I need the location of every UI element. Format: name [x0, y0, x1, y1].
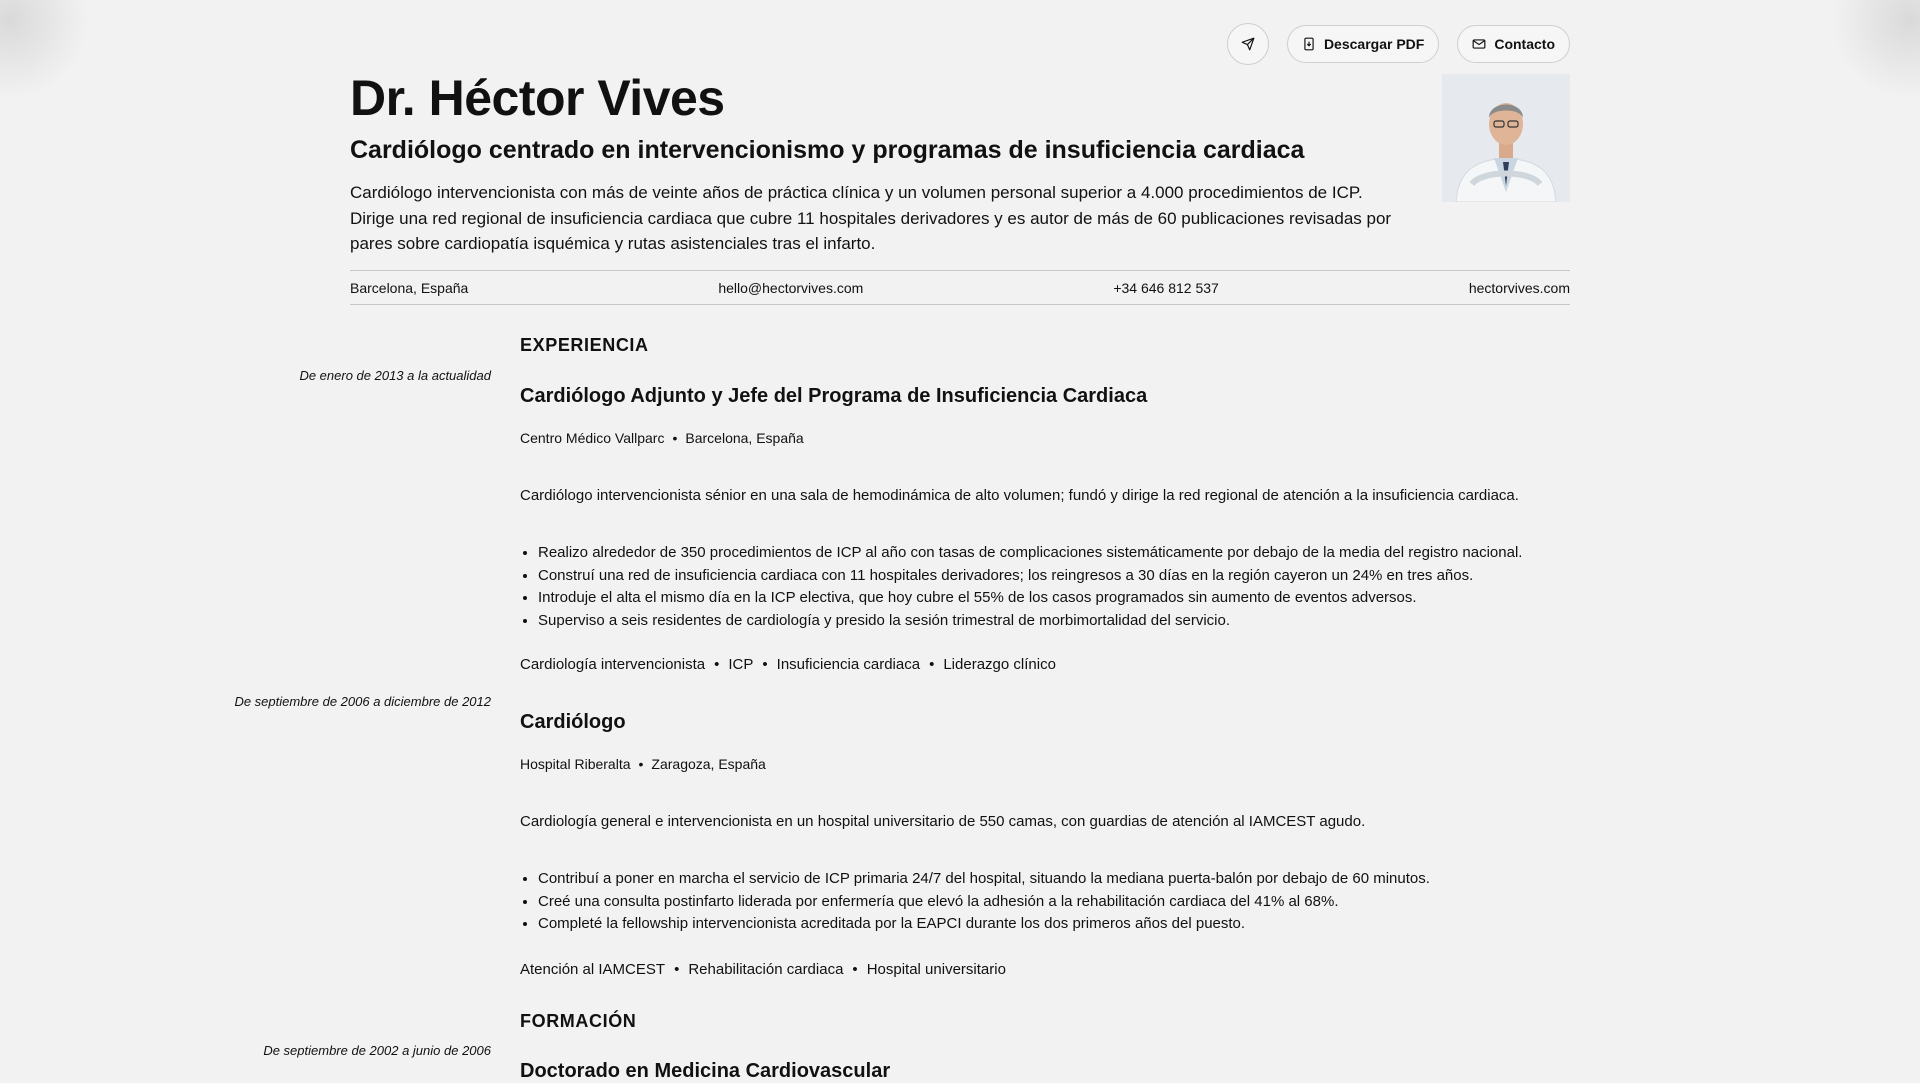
tag: Insuficiencia cardiaca: [776, 656, 921, 673]
experience-date: De enero de 2013 a la actualidad: [299, 368, 491, 383]
education-heading: FORMACIÓN: [520, 1011, 637, 1031]
experience-date: De septiembre de 2006 a diciembre de 2012: [234, 694, 491, 709]
tag: Hospital universitario: [866, 961, 1006, 978]
list-item: • Creé una consulta postinfarto liderada por enfermería que elevó la adhesión a la rehabilitación cardiaca del 41% al 68%.: [538, 891, 1430, 914]
contact-bar: [350, 270, 1570, 305]
contact-button[interactable]: [1457, 25, 1570, 63]
job-organization: Hospital Riberalta: [520, 756, 631, 772]
tag: Rehabilitación cardiaca: [688, 961, 844, 978]
job-organization: Centro Médico Vallparc: [520, 430, 665, 446]
job-achievements: [520, 868, 1430, 936]
job-location: Barcelona, España: [685, 430, 804, 446]
job-achievements: [520, 542, 1522, 632]
job-tags: Atención al IAMCEST • Rehabilitación cardiaca • Hospital universitario: [520, 961, 1006, 978]
job-title: Cardiólogo Adjunto y Jefe del Programa de Insuficiencia Cardiaca: [520, 385, 1148, 407]
job-title: Cardiólogo: [520, 711, 626, 733]
list-item: • Introduje el alta el mismo día en la ICP electiva, que hoy cubre el 55% de los casos programados sin aumento de eventos adversos.: [538, 587, 1522, 610]
job-meta: Hospital Riberalta • Zaragoza, España: [520, 756, 766, 772]
job-description: Cardiólogo intervencionista sénior en una sala de hemodinámica de alto volumen; fundó y dirige la red regional de atención a la insuficiencia cardiaca.: [520, 487, 1519, 504]
list-item: • Superviso a seis residentes de cardiología y presido la sesión trimestral de morbimortalidad del servicio.: [538, 610, 1522, 633]
tag: Atención al IAMCEST: [520, 961, 666, 978]
job-meta: Centro Médico Vallparc • Barcelona, España: [520, 430, 804, 446]
send-icon: [1241, 37, 1255, 51]
person-name: Dr. Héctor Vives: [350, 70, 725, 126]
tag: Liderazgo clínico: [943, 656, 1056, 673]
tag: ICP: [728, 656, 754, 673]
person-tagline: Cardiólogo centrado en intervencionismo y programas de insuficiencia cardiaca: [350, 136, 1305, 164]
job-location: Zaragoza, España: [651, 756, 766, 772]
experience-heading: EXPERIENCIA: [520, 335, 649, 355]
list-item: • Completé la fellowship intervencionista acreditada por la EAPCI durante los dos primeros años del puesto.: [538, 913, 1430, 936]
job-tags: Cardiología intervencionista • ICP • Insuficiencia cardiaca • Liderazgo clínico: [520, 656, 1056, 673]
contact-phone[interactable]: +34 646 812 537: [1113, 279, 1219, 296]
action-bar: [1227, 23, 1570, 65]
list-item: • Construí una red de insuficiencia cardiaca con 11 hospitales derivadores; los reingresos a 30 días en la región cayeron un 24% en tres años.: [538, 565, 1522, 588]
profile-summary: Cardiólogo intervencionista con más de veinte años de práctica clínica y un volumen personal superior a 4.000 procedimientos de ICP. Dirige una red regional de insuficiencia cardiaca que cubre 11 hospitales derivadores y es autor de más de 60 publicaciones revisadas por pares sobre cardiopatía isquémica y rutas asistenciales tras el infarto.: [350, 183, 1392, 253]
list-item: • Realizo alrededor de 350 procedimientos de ICP al año con tasas de complicaciones sistemáticamente por debajo de la media del registro nacional.: [538, 542, 1522, 565]
profile-header: [350, 68, 1570, 257]
profile-photo: [1442, 74, 1570, 202]
corner-shade-right: [1830, 0, 1920, 100]
download-pdf-label: Descargar PDF: [1323, 36, 1425, 52]
mail-icon: [1472, 37, 1486, 51]
contact-location: Barcelona, España: [350, 279, 469, 296]
file-download-icon: [1302, 37, 1316, 51]
contact-email[interactable]: hello@hectorvives.com: [718, 279, 864, 296]
job-description: Cardiología general e intervencionista en un hospital universitario de 550 camas, con guardias de atención al IAMCEST agudo.: [520, 813, 1366, 830]
education-title: Doctorado en Medicina Cardiovascular: [520, 1060, 891, 1082]
corner-shade-left: [0, 0, 90, 100]
contact-label: Contacto: [1494, 36, 1555, 52]
download-pdf-button[interactable]: [1287, 25, 1439, 63]
share-button[interactable]: [1227, 23, 1269, 65]
education-date: De septiembre de 2002 a junio de 2006: [263, 1043, 491, 1058]
list-item: • Contribuí a poner en marcha el servicio de ICP primaria 24/7 del hospital, situando la mediana puerta-balón por debajo de 60 minutos.: [538, 868, 1430, 891]
contact-website[interactable]: hectorvives.com: [1468, 279, 1570, 296]
tag: Cardiología intervencionista: [520, 656, 706, 673]
